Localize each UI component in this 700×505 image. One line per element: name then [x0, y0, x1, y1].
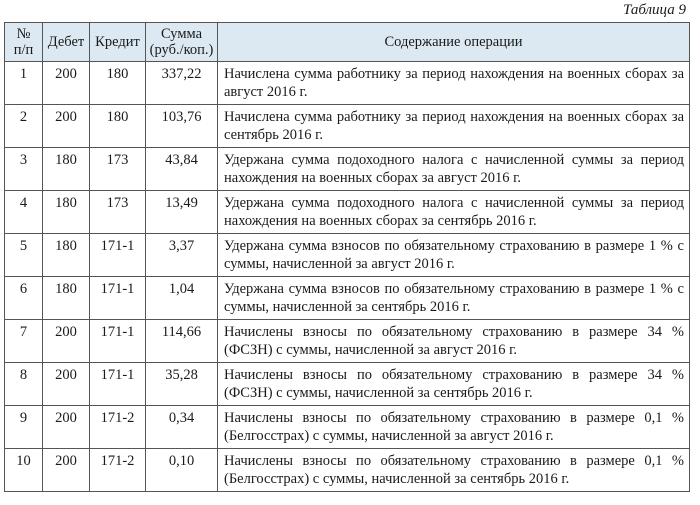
cell-debit: 200: [43, 320, 90, 363]
table-row: [5, 148, 690, 191]
operations-table: [4, 22, 690, 492]
cell-sum: 1,04: [146, 277, 218, 320]
cell-description: Начислены взносы по обязательному страхованию в размере 34 % (ФСЗН) с суммы, начисленной за август 2016 г.: [218, 320, 690, 363]
table-row: [5, 234, 690, 277]
header-credit: Кредит: [90, 23, 146, 62]
table-row: [5, 449, 690, 492]
cell-description: Удержана сумма взносов по обязательному страхованию в размере 1 % с суммы, начисленной за сентябрь 2016 г.: [218, 277, 690, 320]
cell-sum: 337,22: [146, 62, 218, 105]
cell-sum: 0,34: [146, 406, 218, 449]
cell-debit: 200: [43, 363, 90, 406]
cell-debit: 200: [43, 62, 90, 105]
table-row: [5, 363, 690, 406]
cell-debit: 200: [43, 105, 90, 148]
cell-number: 8: [5, 363, 43, 406]
cell-credit: 171-2: [90, 449, 146, 492]
cell-debit: 180: [43, 234, 90, 277]
cell-description: Начислена сумма работнику за период нахождения на военных сборах за август 2016 г.: [218, 62, 690, 105]
cell-credit: 171-1: [90, 277, 146, 320]
cell-credit: 171-1: [90, 320, 146, 363]
cell-credit: 180: [90, 105, 146, 148]
cell-credit: 171-1: [90, 234, 146, 277]
table-row: [5, 62, 690, 105]
cell-debit: 200: [43, 406, 90, 449]
cell-debit: 200: [43, 449, 90, 492]
cell-sum: 114,66: [146, 320, 218, 363]
cell-credit: 171-1: [90, 363, 146, 406]
cell-description: Удержана сумма взносов по обязательному страхованию в размере 1 % с суммы, начисленной за август 2016 г.: [218, 234, 690, 277]
cell-description: Удержана сумма подоходного налога с начисленной суммы за период нахождения на военных сборах за август 2016 г.: [218, 148, 690, 191]
cell-sum: 0,10: [146, 449, 218, 492]
header-number-line2: п/п: [13, 42, 34, 58]
cell-debit: 180: [43, 148, 90, 191]
cell-description: Удержана сумма подоходного налога с начисленной суммы за период нахождения на военных сборах за сентябрь 2016 г.: [218, 191, 690, 234]
cell-number: 9: [5, 406, 43, 449]
cell-number: 5: [5, 234, 43, 277]
header-number: [5, 23, 43, 62]
cell-credit: 180: [90, 62, 146, 105]
cell-description: Начислены взносы по обязательному страхованию в размере 0,1 % (Белгосстрах) с суммы, начисленной за сентябрь 2016 г.: [218, 449, 690, 492]
cell-number: 10: [5, 449, 43, 492]
header-sum: [146, 23, 218, 62]
cell-description: Начислена сумма работнику за период нахождения на военных сборах за сентябрь 2016 г.: [218, 105, 690, 148]
table-row: [5, 191, 690, 234]
header-debit: Дебет: [43, 23, 90, 62]
table-row: [5, 277, 690, 320]
header-sum-line1: Сумма: [160, 26, 203, 42]
table-row: [5, 320, 690, 363]
cell-description: Начислены взносы по обязательному страхованию в размере 34 % (ФСЗН) с суммы, начисленной за сентябрь 2016 г.: [218, 363, 690, 406]
cell-debit: 180: [43, 191, 90, 234]
header-description: Содержание операции: [218, 23, 690, 62]
cell-sum: 35,28: [146, 363, 218, 406]
header-number-line1: №: [16, 26, 31, 42]
cell-sum: 43,84: [146, 148, 218, 191]
cell-number: 3: [5, 148, 43, 191]
cell-credit: 171-2: [90, 406, 146, 449]
table-header-row: [5, 23, 690, 62]
cell-number: 6: [5, 277, 43, 320]
table-caption: Таблица 9: [623, 2, 686, 18]
cell-number: 7: [5, 320, 43, 363]
cell-number: 4: [5, 191, 43, 234]
table-row: [5, 406, 690, 449]
cell-sum: 103,76: [146, 105, 218, 148]
cell-credit: 173: [90, 191, 146, 234]
cell-credit: 173: [90, 148, 146, 191]
cell-number: 1: [5, 62, 43, 105]
cell-sum: 13,49: [146, 191, 218, 234]
cell-number: 2: [5, 105, 43, 148]
cell-debit: 180: [43, 277, 90, 320]
cell-sum: 3,37: [146, 234, 218, 277]
table-row: [5, 105, 690, 148]
header-sum-line2: (руб./коп.): [149, 42, 214, 58]
cell-description: Начислены взносы по обязательному страхованию в размере 0,1 % (Белгосстрах) с суммы, начисленной за август 2016 г.: [218, 406, 690, 449]
